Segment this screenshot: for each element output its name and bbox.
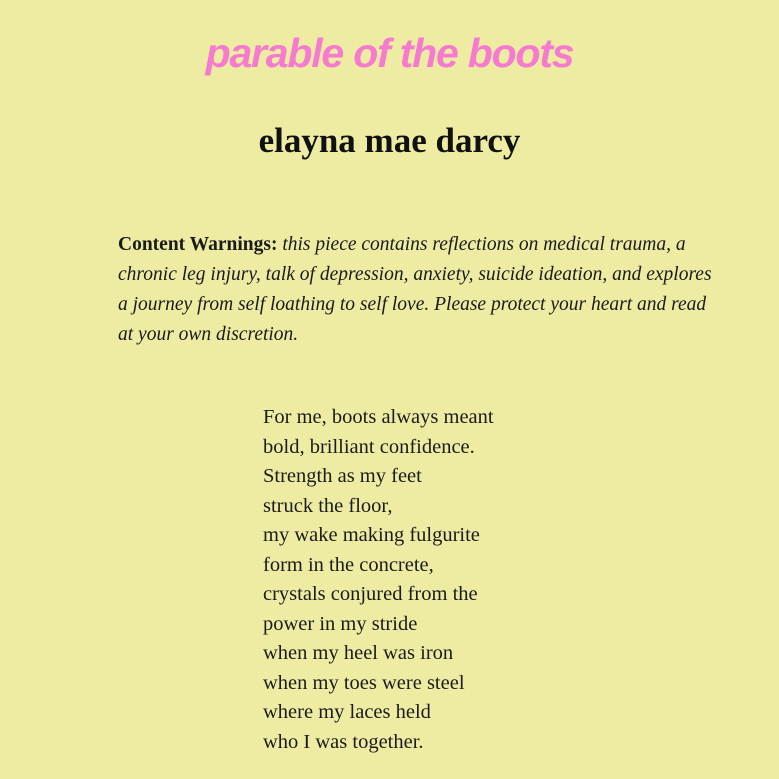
content-warning-label: Content Warnings: (118, 234, 278, 255)
poem-line: For me, boots always meant (263, 406, 494, 428)
author-name: elayna mae darcy (258, 121, 521, 160)
poem-line: power in my stride (263, 612, 418, 635)
poem-line: bold, brilliant confidence. (263, 435, 475, 458)
content-warning (118, 230, 718, 350)
content-warning-text: this piece contains reflections on medical trauma, a chronic leg injury, talk of depression, anxiety, suicide ideation, and explores a journey from self loathing to self love. Please protect your heart and read at your own discretion. (118, 234, 712, 345)
poem-line: when my toes were steel (263, 671, 465, 694)
poem-body (263, 403, 663, 757)
poem-line: crystals conjured from the (263, 583, 478, 605)
poem-line: Strength as my feet (263, 465, 422, 487)
poem-line: struck the floor, (263, 494, 393, 517)
poem-line: my wake making fulgurite (263, 524, 480, 546)
poem-line: form in the concrete, (263, 553, 434, 576)
poem-line: who I was together. (263, 730, 424, 753)
poem-line: where my laces held (263, 701, 431, 723)
page-title: parable of the boots (205, 30, 574, 76)
poem-line: when my heel was iron (263, 642, 454, 664)
